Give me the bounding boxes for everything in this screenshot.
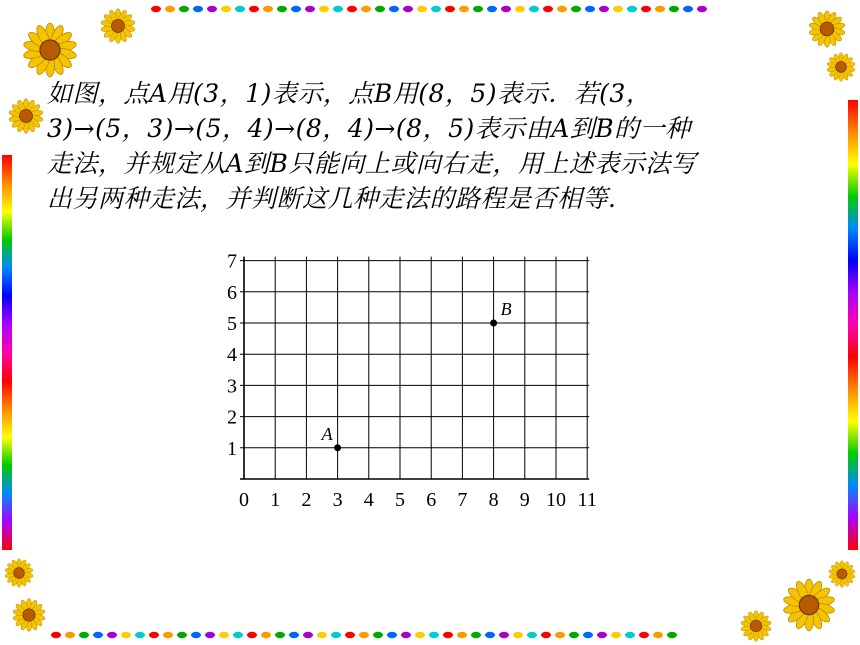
sunflower-icon: [22, 22, 78, 78]
sunflower-icon: [808, 10, 846, 48]
border-dot: [107, 632, 117, 638]
border-dot: [501, 6, 511, 12]
border-dot: [247, 632, 257, 638]
border-dot: [459, 6, 469, 12]
border-dot: [361, 6, 371, 12]
problem-statement: [47, 76, 807, 216]
x-tick-label: 6: [426, 489, 437, 511]
sunflower-icon: [740, 610, 772, 642]
border-dot: [359, 632, 369, 638]
sunflower-icon: [8, 98, 44, 134]
border-dot: [375, 6, 385, 12]
coordinate-grid: [225, 246, 610, 516]
border-dot: [585, 6, 595, 12]
border-dot: [401, 632, 411, 638]
border-dot: [639, 632, 649, 638]
problem-line: 3)→(5，3)→(5，4)→(8，4)→(8，5)表示由A到B的一种: [47, 114, 691, 143]
sunflower-icon: [4, 558, 34, 588]
border-dot: [457, 632, 467, 638]
x-tick-label: 7: [457, 489, 468, 511]
y-tick-label: 1: [227, 437, 237, 460]
y-tick-label: 3: [227, 375, 237, 398]
x-tick-label: 11: [577, 489, 597, 511]
border-dot: [135, 632, 145, 638]
border-dot: [233, 632, 243, 638]
sunflower-center: [40, 40, 60, 60]
rainbow-bar-right: [848, 100, 858, 550]
border-dot: [515, 6, 525, 12]
border-dot: [625, 632, 635, 638]
border-dot: [641, 6, 651, 12]
border-dot: [93, 632, 103, 638]
border-dot: [541, 632, 551, 638]
y-tick-label: 2: [227, 406, 237, 429]
x-tick-label: 9: [519, 489, 530, 511]
border-dot: [431, 6, 441, 12]
border-dot: [151, 6, 161, 12]
border-dot: [443, 632, 453, 638]
border-dot: [683, 6, 693, 12]
border-dot: [667, 632, 677, 638]
problem-line: 走法，并规定从A到B只能向上或向右走，用上述表示法写: [47, 149, 697, 178]
rainbow-bar-left: [2, 155, 12, 550]
border-dot: [165, 6, 175, 12]
border-dot: [331, 632, 341, 638]
border-dot: [291, 6, 301, 12]
point-label: B: [500, 299, 512, 319]
border-dot: [191, 632, 201, 638]
border-dot: [303, 632, 313, 638]
point-label: A: [321, 423, 333, 444]
border-dot: [249, 6, 259, 12]
border-dot: [289, 632, 299, 638]
border-dot: [597, 632, 607, 638]
border-dot: [529, 6, 539, 12]
x-tick-label: 5: [395, 489, 405, 511]
border-dot: [415, 632, 425, 638]
border-dot: [51, 632, 61, 638]
border-dot: [387, 632, 397, 638]
border-dot: [261, 632, 271, 638]
sunflower-icon: [12, 598, 46, 632]
sunflower-center: [20, 110, 33, 123]
border-dot: [277, 6, 287, 12]
y-tick-label: 7: [227, 250, 237, 273]
point-b: [490, 320, 497, 327]
sunflower-center: [799, 595, 818, 614]
sunflower-center: [837, 569, 847, 579]
border-dot: [389, 6, 399, 12]
border-dot: [333, 6, 343, 12]
border-dot: [403, 6, 413, 12]
border-dot: [655, 6, 665, 12]
x-tick-label: 3: [332, 489, 343, 511]
sunflower-center: [112, 20, 125, 33]
sunflower-center: [820, 22, 834, 36]
border-dot: [613, 6, 623, 12]
x-tick-label: 2: [301, 489, 312, 511]
border-dot: [555, 632, 565, 638]
border-dot: [373, 632, 383, 638]
border-dot: [317, 632, 327, 638]
border-dot: [599, 6, 609, 12]
sunflower-icon: [782, 578, 836, 632]
problem-line: 出另两种走法，并判断这几种走法的路程是否相等.: [47, 184, 617, 213]
point-a: [334, 444, 341, 451]
border-dot: [221, 6, 231, 12]
border-dot: [571, 6, 581, 12]
x-tick-label: 0: [239, 489, 249, 511]
border-dot: [121, 632, 131, 638]
x-tick-label: 1: [270, 489, 281, 511]
sunflower-center: [14, 568, 25, 579]
border-dot: [473, 6, 483, 12]
border-dot: [527, 632, 537, 638]
sunflower-icon: [100, 8, 136, 44]
border-dot: [263, 6, 273, 12]
border-dot: [319, 6, 329, 12]
border-dot: [569, 632, 579, 638]
border-dot: [235, 6, 245, 12]
border-dot: [485, 632, 495, 638]
border-dot: [193, 6, 203, 12]
border-dot: [445, 6, 455, 12]
border-dot: [697, 6, 707, 12]
border-dot: [653, 632, 663, 638]
border-dot: [179, 6, 189, 12]
border-dot: [611, 632, 621, 638]
border-dot: [583, 632, 593, 638]
border-dot: [65, 632, 75, 638]
border-dot: [513, 632, 523, 638]
border-dot: [499, 632, 509, 638]
border-dot: [207, 6, 217, 12]
border-dot: [543, 6, 553, 12]
border-dot: [305, 6, 315, 12]
border-dot: [429, 632, 439, 638]
y-tick-label: 4: [227, 344, 237, 367]
border-dot: [205, 632, 215, 638]
border-dot: [163, 632, 173, 638]
dotted-border-top: [150, 2, 710, 16]
sunflower-center: [750, 620, 762, 632]
border-dot: [487, 6, 497, 12]
sunflower-center: [836, 62, 847, 73]
x-tick-label: 10: [546, 489, 566, 511]
border-dot: [627, 6, 637, 12]
border-dot: [471, 632, 481, 638]
border-dot: [177, 632, 187, 638]
problem-line: 如图，点A用(3，1)表示，点B用(8，5)表示．若(3，: [47, 79, 652, 108]
y-tick-label: 6: [227, 281, 237, 304]
border-dot: [417, 6, 427, 12]
y-tick-label: 5: [227, 313, 237, 335]
border-dot: [347, 6, 357, 12]
border-dot: [557, 6, 567, 12]
border-dot: [149, 632, 159, 638]
dotted-border-bottom: [50, 628, 690, 642]
sunflower-icon: [826, 52, 856, 82]
border-dot: [79, 632, 89, 638]
sunflower-center: [23, 609, 35, 621]
border-dot: [669, 6, 679, 12]
border-dot: [219, 632, 229, 638]
x-tick-label: 4: [363, 489, 374, 511]
x-tick-label: 8: [488, 489, 499, 511]
border-dot: [275, 632, 285, 638]
border-dot: [345, 632, 355, 638]
